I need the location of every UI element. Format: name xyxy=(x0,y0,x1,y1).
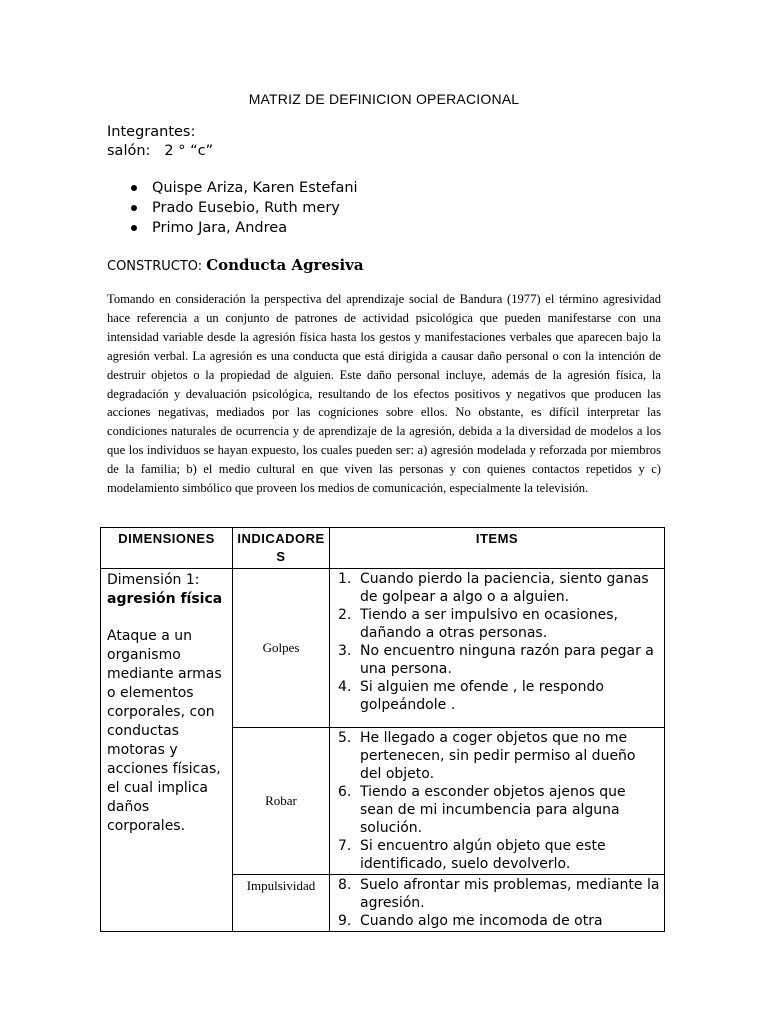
member-item xyxy=(107,178,358,198)
indicator-cell: Impulsividad xyxy=(233,875,330,932)
items-cell xyxy=(330,569,665,728)
header-indicadores: INDICADORES xyxy=(233,528,330,569)
member-name: Primo Jara, Andrea xyxy=(152,220,288,236)
item-text: No encuentro ninguna razón para pegar a una persona. xyxy=(360,643,654,677)
item-number: 6. xyxy=(338,784,352,800)
list-item xyxy=(330,837,660,873)
item-text: Si encuentro algún objeto que este identificado, suelo devolverlo. xyxy=(360,838,606,872)
salon-line xyxy=(107,142,213,161)
list-item xyxy=(330,678,660,714)
list-item xyxy=(330,876,660,912)
dimension-name: agresión física xyxy=(107,591,223,607)
dimension-cell xyxy=(101,569,233,932)
item-number: 7. xyxy=(338,838,352,854)
item-text: Suelo afrontar mis problemas, mediante la agresión. xyxy=(360,877,660,911)
items-cell xyxy=(330,875,665,932)
document-title: MATRIZ DE DEFINICION OPERACIONAL xyxy=(248,91,520,107)
bullet-icon xyxy=(131,225,137,231)
operational-matrix-table xyxy=(100,527,665,932)
items-list xyxy=(330,570,660,714)
dimension-label: Dimensión 1: xyxy=(107,572,200,588)
constructo-label: CONSTRUCTO: xyxy=(107,259,203,274)
item-number: 2. xyxy=(338,607,352,623)
member-item xyxy=(107,198,358,218)
list-item xyxy=(330,912,660,930)
salon-label: salón: xyxy=(107,143,151,159)
list-item xyxy=(330,606,660,642)
items-list xyxy=(330,729,660,873)
item-number: 1. xyxy=(338,571,352,587)
header-items: ITEMS xyxy=(330,528,665,569)
integrantes-block xyxy=(107,123,213,161)
item-text: Cuando pierdo la paciencia, siento ganas de golpear a algo o a alguien. xyxy=(360,571,649,605)
item-number: 8. xyxy=(338,877,352,893)
list-item xyxy=(330,729,660,783)
integrantes-label: Integrantes: xyxy=(107,124,196,140)
item-number: 4. xyxy=(338,679,352,695)
indicator-cell: Golpes xyxy=(233,569,330,728)
indicator-cell: Robar xyxy=(233,728,330,875)
body-paragraph: Tomando en consideración la perspectiva del aprendizaje social de Bandura (1977) el término agresividad hace referencia a un conjunto de patrones de actividad psicológica que pueden manifestarse con una intensidad variable desde la agresión física hasta los gestos y manifestaciones verbales que aparecen bajo la agresión verbal. La agresión es una conducta que está dirigida a causar daño personal o con la intención de destruir objetos o la propiedad de alguien. Este daño personal incluye, además de la agresión física, la degradación y devaluación psicológica, resultando de los efectos positivos y negativos que producen las acciones negativas, mediados por las cogniciones sobre ellos. No obstante, es difícil interpretar las condiciones naturales de ocurrencia y de aprendizaje de la agresión, debida a la diversidad de modelos a los que los individuos se hayan expuesto, los cuales pueden ser: a) agresión modelada y reforzada por miembros de la familia; b) el medio cultural en que viven las personas y con quienes contactos repetidos y c) modelamiento simbólico que proveen los medios de comunicación, especialmente la televisión. xyxy=(107,292,661,496)
constructo-value: Conducta Agresiva xyxy=(206,256,364,274)
dimension-description: Ataque a un organismo mediante armas o elementos corporales, con conductas motoras y acciones físicas, el cual implica daños corporales. xyxy=(107,628,222,834)
item-text: Tiendo a esconder objetos ajenos que sean de mi incumbencia para alguna solución. xyxy=(360,784,626,836)
bullet-icon xyxy=(131,185,137,191)
constructo-line xyxy=(107,256,364,274)
item-text: Tiendo a ser impulsivo en ocasiones, dañando a otras personas. xyxy=(360,607,618,641)
table-header-row xyxy=(101,528,665,569)
member-name: Prado Eusebio, Ruth mery xyxy=(152,200,340,216)
member-item xyxy=(107,218,358,238)
list-item xyxy=(330,642,660,678)
bullet-icon xyxy=(131,205,137,211)
members-list xyxy=(107,178,358,238)
item-number: 9. xyxy=(338,913,352,929)
list-item xyxy=(330,783,660,837)
item-text: Si alguien me ofende , le respondo golpeándole . xyxy=(360,679,604,713)
header-dimensiones: DIMENSIONES xyxy=(101,528,233,569)
items-cell xyxy=(330,728,665,875)
table-row xyxy=(101,569,665,728)
item-text: He llegado a coger objetos que no me pertenecen, sin pedir permiso al dueño del objeto. xyxy=(360,730,636,782)
member-name: Quispe Ariza, Karen Estefani xyxy=(152,180,358,196)
items-list xyxy=(330,876,660,930)
item-text: Cuando algo me incomoda de otra xyxy=(360,913,603,929)
item-number: 3. xyxy=(338,643,352,659)
salon-value: 2 ° “c” xyxy=(164,143,214,159)
item-number: 5. xyxy=(338,730,352,746)
list-item xyxy=(330,570,660,606)
